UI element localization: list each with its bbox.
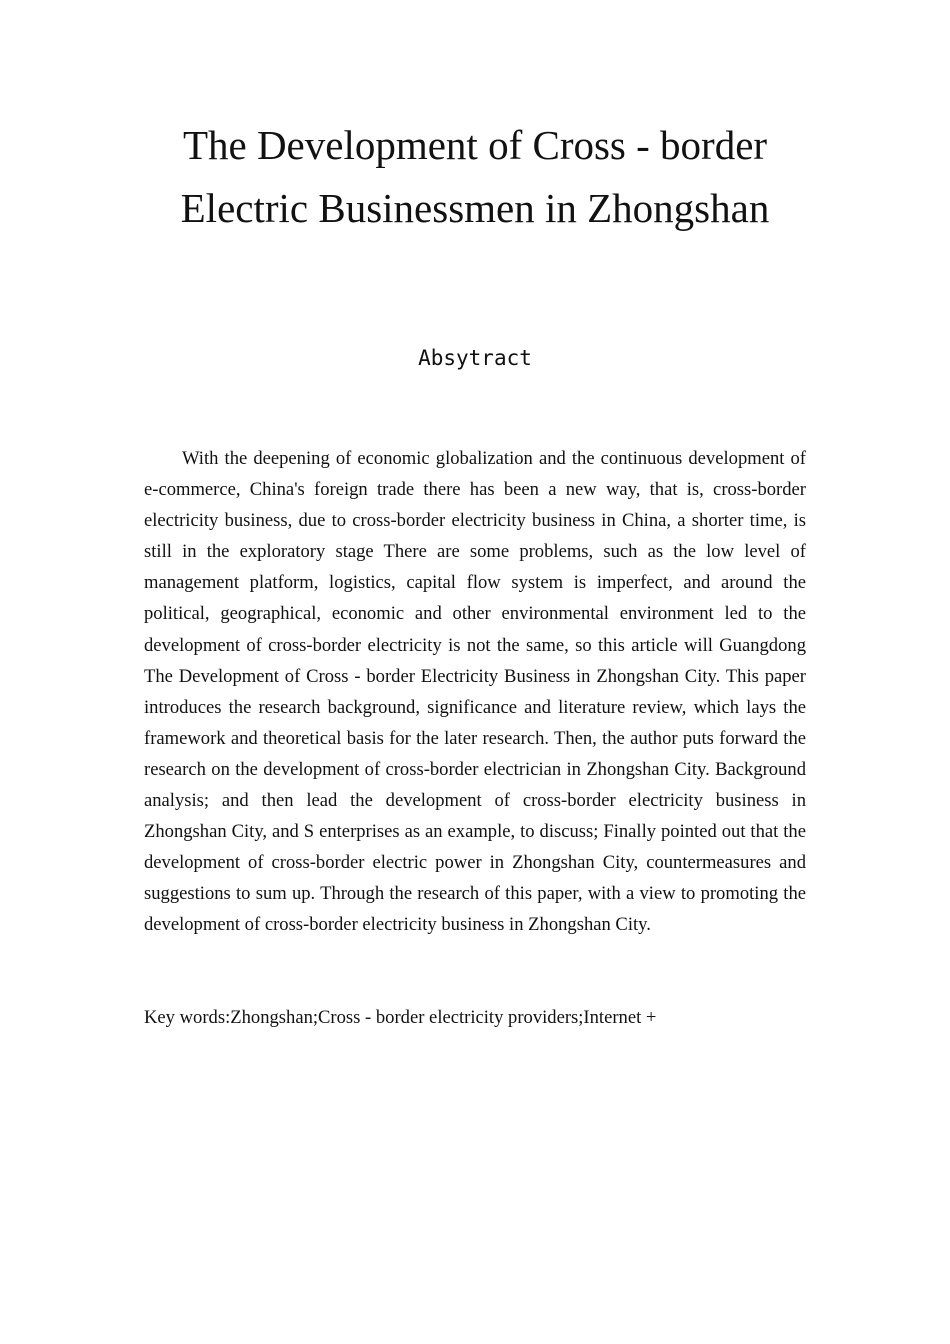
document-title [144,114,806,240]
title-line-2: Electric Businessmen in Zhongshan [180,185,770,231]
abstract-paragraph: With the deepening of economic globalization and the continuous development of e-commerce, China's foreign trade there has been a new way, that is, cross-border electricity business, due to cross-border electricity business in China, a shorter time, is still in the exploratory stage There are some problems, such as the low level of management platform, logistics, capital flow system is imperfect, and around the political, geographical, economic and other environmental environment led to the development of cross-border electricity is not the same, so this article will Guangdong The Development of Cross - border Electricity Business in Zhongshan City. This paper introduces the research background, significance and literature review, which lays the framework and theoretical basis for the later research. Then, the author puts forward the research on the development of cross-border electrician in Zhongshan City. Background analysis; and then lead the development of cross-border electricity business in Zhongshan City, and S enterprises as an example, to discuss; Finally pointed out that the development of cross-border electric power in Zhongshan City, countermeasures and suggestions to sum up. Through the research of this paper, with a view to promoting the development of cross-border electricity business in Zhongshan City. [144,448,806,936]
abstract-heading: Absytract [418,346,532,370]
title-line-1: The Development of Cross - border [182,122,768,168]
keywords-line: Key words:Zhongshan;Cross - border electricity providers;Internet + [144,1007,657,1028]
